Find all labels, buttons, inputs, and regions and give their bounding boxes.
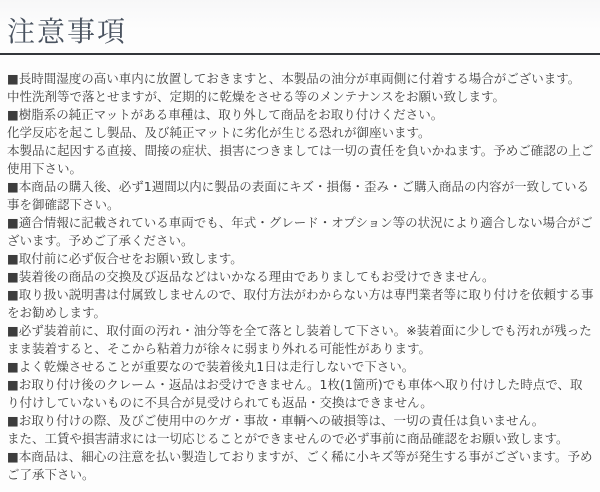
note-line: 化学反応を起こし製品、及び純正マットに劣化が生じる恐れが御座います。 <box>7 125 431 140</box>
notes-list <box>0 55 600 484</box>
note-line: ■よく乾燥させることが重要なので装着後丸1日は走行しないで下さい。 <box>7 359 415 374</box>
note-line: ■取付前に必ず仮合せをお願い致します。 <box>7 251 243 266</box>
note-line: ■お取り付け後のクレーム・返品はお受けできません。1枚(1箇所)でも車体へ取り付けした時点で、取り付けしていないものに不具合が見受けられても返品・交換はできません。 <box>7 377 583 410</box>
note-line: ■必ず装着前に、取付面の汚れ・油分等を全て落とし装着して下さい。※装着面に少しでも汚れが残ったまま装着すると、そこから粘着力が徐々に弱まり外れる可能性があります。 <box>7 323 592 356</box>
page-title: 注意事項 <box>7 15 128 48</box>
note-line: ■本商品の購入後、必ず1週間以内に製品の表面にキズ・損傷・歪み・ご購入商品の内容が一致している事を御確認下さい。 <box>7 179 590 212</box>
note-line: ■適合情報に記載されている車両でも、年式・グレード・オプション等の状況により適合しない場合がございます。予めご了承ください。 <box>7 215 593 248</box>
note-line: ■樹脂系の純正マットがある車種は、取り外して商品をお取り付けください。 <box>7 107 444 122</box>
note-line: 中性洗剤等で落とせますが、定期的に乾燥をさせる等のメンテナンスをお願い致します。 <box>7 89 506 104</box>
note-line: ■長時間湿度の高い車内に放置しておきますと、本製品の油分が車両側に付着する場合がございます。 <box>7 71 581 86</box>
note-line: ■装着後の商品の交換及び返品などはいかなる理由でありましてもお受けできません。 <box>7 269 495 284</box>
note-line: また、工賃や損害請求には一切応じることができませんので必ず事前に商品確認をお願い致します。 <box>7 431 569 446</box>
note-line: ■お取り付けの際、及びご使用中のケガ・事故・車輌への破損等は、一切の責任は負いません。 <box>7 413 545 428</box>
note-line: 本製品に起因する直接、間接の症状、損害につきましては一切の責任を負いかねます。予めご確認の上ご使用下さい。 <box>7 143 594 176</box>
note-line: ■本商品は、細心の注意を払い製造しておりますが、ごく稀に小キズ等が発生する事がございます。予めご了承下さい。 <box>7 449 593 482</box>
note-line: ■取り扱い説明書は付属致しませんので、取付方法がわからない方は専門業者等に取り付けを依頼する事をお勧めします。 <box>7 287 594 320</box>
